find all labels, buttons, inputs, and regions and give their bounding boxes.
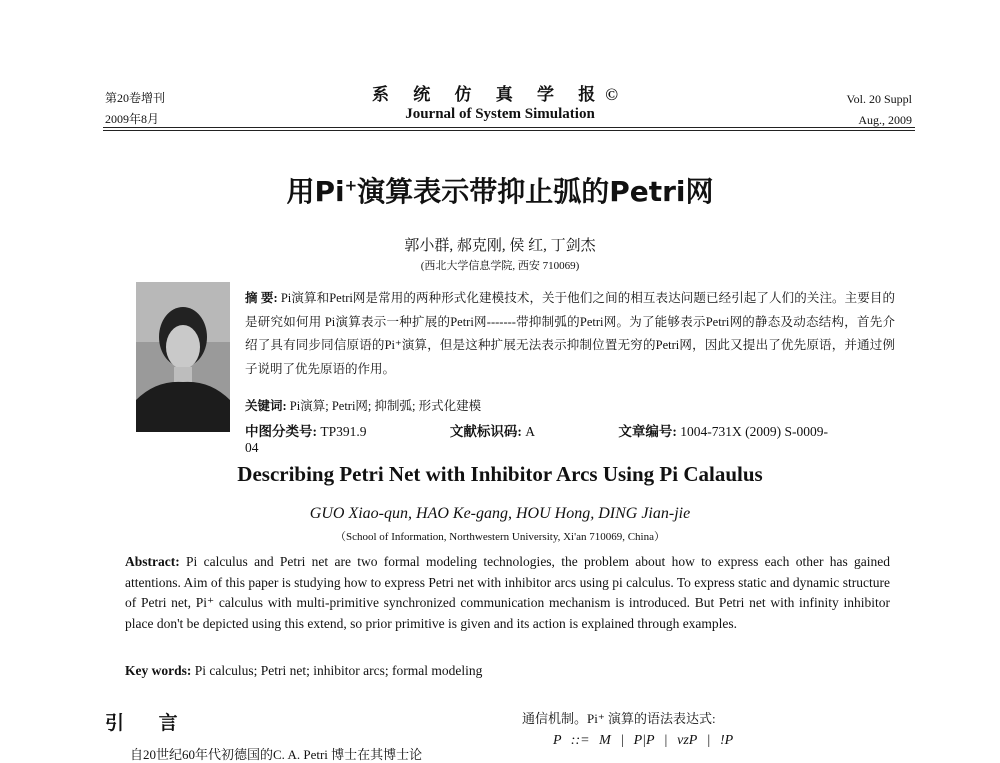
affiliation-en: （School of Information, Northwestern University, Xi'an 710069, China） xyxy=(335,531,665,543)
keywords-cn-label: 关键词: xyxy=(245,399,287,413)
abstract-en xyxy=(125,552,890,634)
article-no-field: 文章编号: 1004-731X (2009) S-0009-04 xyxy=(245,424,829,455)
keywords-cn-text: Pi演算; Petri网; 抑制弧; 形式化建模 xyxy=(289,399,482,413)
keywords-cn xyxy=(245,396,481,414)
journal-title-cn: 系 统 仿 真 学 报© xyxy=(372,85,628,104)
header-rule-2 xyxy=(103,130,915,131)
keywords-en-text: Pi calculus; Petri net; inhibitor arcs; formal modeling xyxy=(194,663,483,678)
header-rule xyxy=(103,127,915,128)
classification-line xyxy=(245,420,895,456)
paper-title-en: Describing Petri Net with Inhibitor Arcs Using Pi Calaulus xyxy=(237,462,763,486)
body-text-right: 通信机制。Pi⁺ 演算的语法表达式: xyxy=(522,711,716,726)
doc-code-field: 文献标识码: A xyxy=(449,424,536,439)
abstract-en-label: Abstract: xyxy=(125,554,180,569)
section-heading-intro: 引 言 xyxy=(105,712,192,734)
keywords-en xyxy=(125,663,890,679)
journal-title-en: Journal of System Simulation xyxy=(405,106,595,122)
author-photo xyxy=(136,282,230,432)
authors-en: GUO Xiao-qun, HAO Ke-gang, HOU Hong, DING Jian-jie xyxy=(309,505,691,522)
body-text-left: 自20世纪60年代初德国的C. A. Petri 博士在其博士论 xyxy=(130,747,423,762)
clc-field: 中图分类号: TP391.9 xyxy=(245,424,367,439)
volume-cn: 第20卷增刊 xyxy=(105,91,166,105)
abstract-cn-text: Pi演算和Petri网是常用的两种形式化建模技术，关于他们之间的相互表达问题已经引起了人们的关注。主要目的是研究如何用 Pi演算表示一种扩展的Petri网-------带抑制弧的Petri网。为了能够表示Petri网的静态及动态结构，首先介绍了具有同步同信原语的Pi⁺演算，但是这种扩展无法表示抑制位置无穷的Petri网，因此又提出了优先原语，并通过例子说明了优先原语的作用。 xyxy=(245,291,895,376)
keywords-en-label: Key words: xyxy=(125,663,192,678)
syntax-formula: P ::= M | P|P | νzP | !P xyxy=(553,733,734,748)
authors-cn: 郭小群, 郝克刚, 侯 红, 丁剑杰 xyxy=(404,238,596,254)
abstract-cn xyxy=(245,287,895,381)
date-en: Aug., 2009 xyxy=(858,113,912,127)
date-cn: 2009年8月 xyxy=(105,112,160,126)
volume-en: Vol. 20 Suppl xyxy=(846,92,912,106)
abstract-cn-label: 摘 要: xyxy=(245,291,278,305)
paper-title-cn: 用Pi+演算表示带抑止弧的Petri网 xyxy=(286,175,714,208)
affiliation-cn: (西北大学信息学院, 西安 710069) xyxy=(420,260,580,272)
abstract-en-text: Pi calculus and Petri net are two formal modeling technologies, the problem about how to express each other has gained attentions. Aim of this paper is studying how to express Petri net with inhibitor arcs using pi calculus. To express static and dynamic structure of Petri net, Pi⁺ calculus with multi-primitive synchronized communication mechanism is introduced. But Petri net with infinity inhibitor place don't be depicted using this extend, so prior primitive is given and its action is explained through examples. xyxy=(125,554,890,631)
